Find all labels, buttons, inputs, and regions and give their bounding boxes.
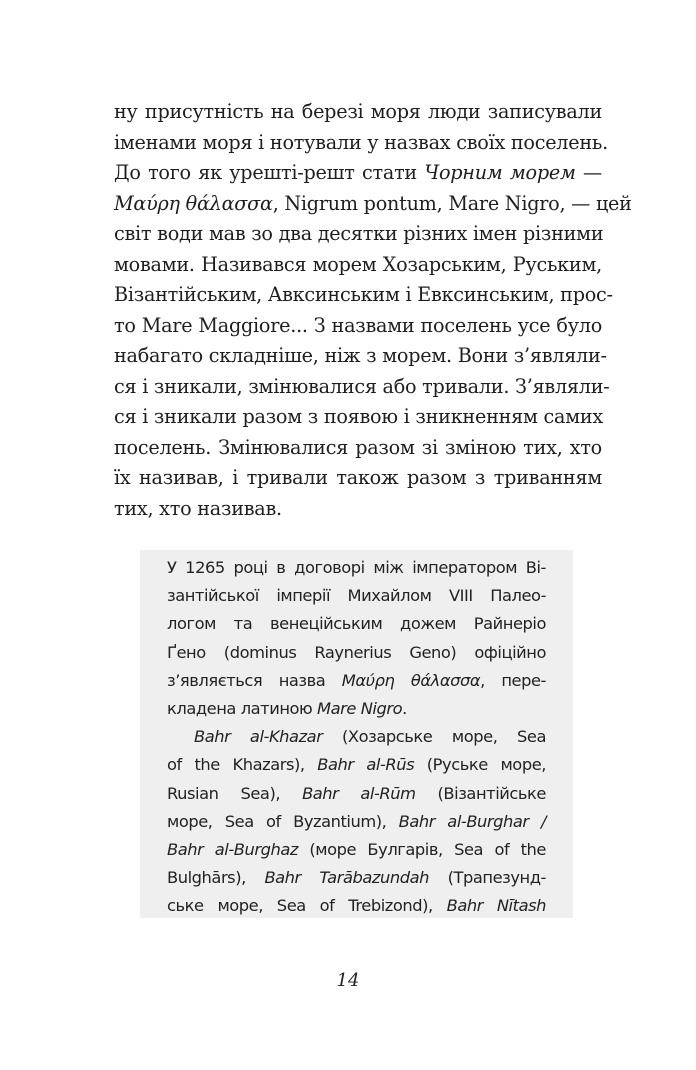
text-line: Bulghārs), Bahr Tarābazundah (Трапезунд-	[167, 868, 546, 888]
text-line: Rusian Sea), Bahr al-Rūm (Візантійське	[167, 783, 546, 803]
text-line: їх називав, і тривали також разом з триванням	[114, 466, 602, 489]
text-line: У 1265 році в договорі між імператором Ві-	[167, 558, 546, 577]
italic-term: Bahr Nītash	[446, 896, 546, 916]
text-line: то Mare Maggiore... З назвами поселень усе було	[114, 313, 602, 337]
greek-term: Μαύρη θάλασσα	[341, 670, 481, 690]
italic-term: Bahr al-Rūm	[302, 783, 416, 803]
text-line: of the Khazars), Bahr al-Rūs (Руське море,	[167, 755, 546, 775]
text-line: Візантійським, Авксинським і Евксинським, прос-	[114, 283, 613, 306]
text-line: тих, хто називав.	[114, 496, 282, 520]
sidebar-box	[140, 550, 573, 918]
text-line: зантійської імперії Михайлом VIII Палео-	[167, 586, 546, 606]
text-line: світ води мав зо два десятки різних імен різними	[114, 222, 604, 245]
main-text	[114, 97, 632, 524]
italic-term: Bahr al-Burghaz	[167, 840, 298, 860]
text-line: ся і зникали, змінювалися або тривали. З’являли-	[114, 374, 610, 398]
text-line: іменами моря і нотували у назвах своїх поселень.	[114, 130, 608, 154]
italic-term: Bahr al-Khazar	[194, 727, 323, 747]
italic-term: Mare Nigro	[317, 699, 403, 719]
page-number: 14	[336, 970, 360, 991]
text-line: мовами. Називався морем Хозарським, Руським,	[114, 252, 602, 276]
text-line: поселень. Змінювалися разом зі зміною тих, хто	[114, 435, 602, 459]
text-line: набагато складніше, ніж з морем. Вони з’являли-	[114, 344, 607, 367]
text-line: ну присутність на березі моря люди записували	[114, 100, 602, 123]
italic-term: Чорним морем	[424, 161, 576, 184]
italic-term: Bahr al-Rūs	[317, 755, 415, 775]
text-line: До того як урешті-решт стати Чорним морем —	[114, 161, 602, 184]
sidebar-text	[167, 554, 546, 921]
greek-term: Μαύρη θάλασσα	[114, 191, 273, 215]
text-line: логом та венеційським дожем Райнеріо	[167, 614, 546, 634]
text-line: ське море, Sea of Trebizond), Bahr Nītash	[167, 896, 546, 916]
text-line: з’являється назва Μαύρη θάλασσα, пере-	[167, 670, 546, 690]
text-line: ся і зникали разом з появою і зникненням самих	[114, 405, 604, 428]
text-line: Bahr al-Khazar (Хозарське море, Sea	[194, 727, 546, 747]
text-line: море, Sea of Byzantium), Bahr al-Burghar /	[167, 811, 546, 831]
text-line: Bahr al-Burghaz (море Булгарів, Sea of the	[167, 840, 546, 860]
text-line: кладена латиною Mare Nigro.	[167, 699, 407, 719]
italic-term: Bahr al-Burghar /	[398, 811, 546, 831]
text-line: Μαύρη θάλασσα, Nigrum pontum, Mare Nigro, — цей	[114, 191, 632, 215]
text-line: Ґено (dominus Raynerius Geno) офіційно	[167, 642, 546, 662]
italic-term: Bahr Tarābazundah	[264, 868, 429, 888]
